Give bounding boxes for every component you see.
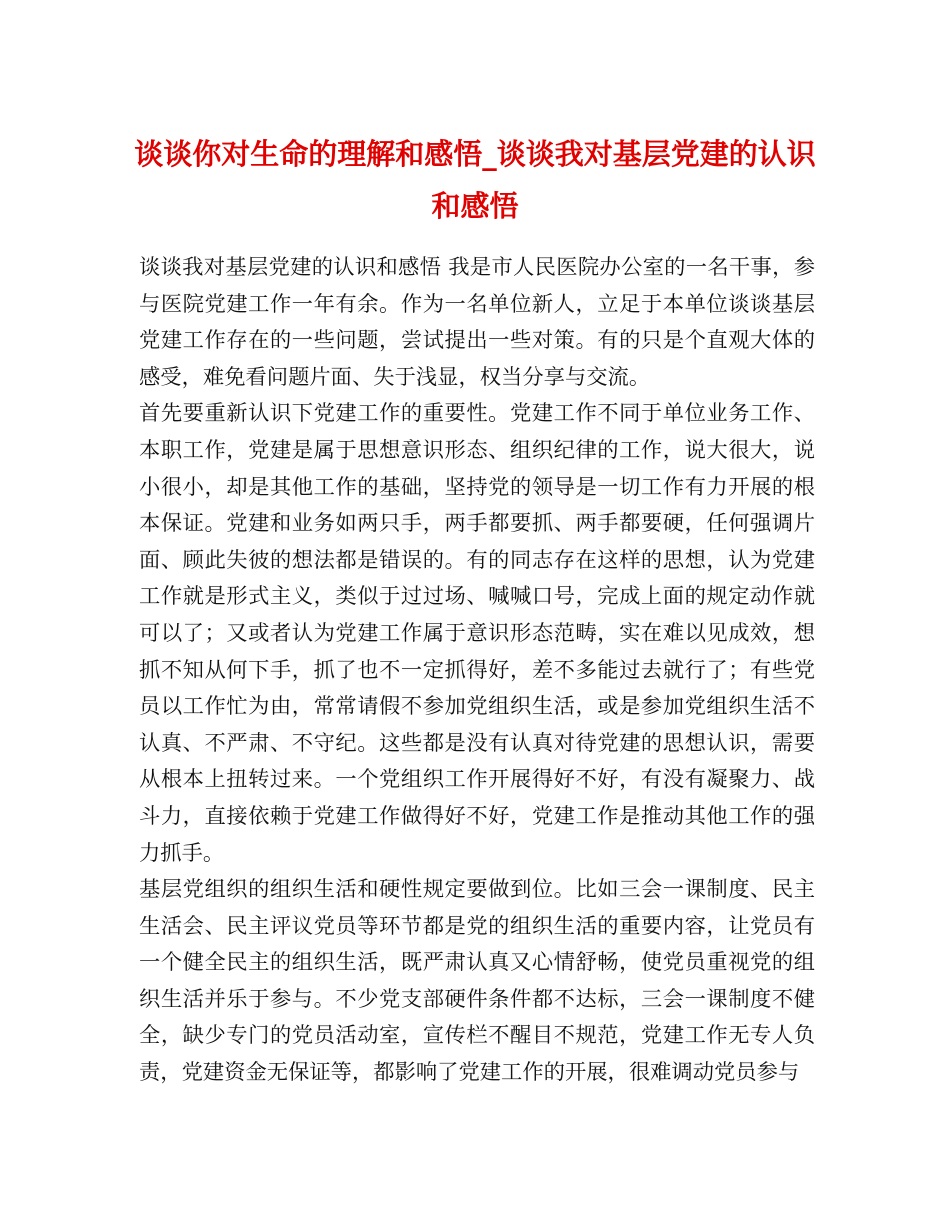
paragraph: 谈谈我对基层党建的认识和感悟 我是市人民医院办公室的一名干事，参与医院党建工作一年有余。作为一名单位新人，立足于本单位谈谈基层党建工作存在的一些问题，尝试提出一些对策。有的只是个直观大体的感受，难免看问题片面、失于浅显，权当分享与交流。 — [139, 255, 815, 390]
paragraph: 基层党组织的组织生活和硬性规定要做到位。比如三会一课制度、民主生活会、民主评议党员等环节都是党的组织生活的重要内容，让党员有一个健全民主的组织生活，既严肃认真又心情舒畅，使党员重视党的组织生活并乐于参与。不少党支部硬件条件都不达标，三会一课制度不健全，缺少专门的党员活动室，宣传栏不醒目不规范，党建工作无专人负责，党建资金无保证等，都影响了党建工作的开展，很难调动党员参与 — [139, 877, 815, 1086]
paragraph: 首先要重新认识下党建工作的重要性。党建工作不同于单位业务工作、本职工作，党建是属于思想意识形态、组织纪律的工作，说大很大，说小很小，却是其他工作的基础，坚持党的领导是一切工作有力开展的根本保证。党建和业务如两只手，两手都要抓、两手都要硬，任何强调片面、顾此失彼的想法都是错误的。有的同志存在这样的思想，认为党建工作就是形式主义，类似于过过场、喊喊口号，完成上面的规定动作就可以了；又或者认为党建工作属于意识形态范畴，实在难以见成效，想抓不知从何下手，抓了也不一定抓得好，差不多能过去就行了；有些党员以工作忙为由，常常请假不参加党组织生活，或是参加党组织生活不认真、不严肃、不守纪。这些都是没有认真对待党建的思想认识，需要从根本上扭转过来。一个党组织工作开展得好不好，有没有凝聚力、战斗力，直接依赖于党建工作做得好不好，党建工作是推动其他工作的强力抓手。 — [139, 401, 815, 866]
document-body — [139, 250, 815, 1092]
document-title: 谈谈你对生命的理解和感悟_谈谈我对基层党建的认识和感悟 — [134, 137, 816, 223]
